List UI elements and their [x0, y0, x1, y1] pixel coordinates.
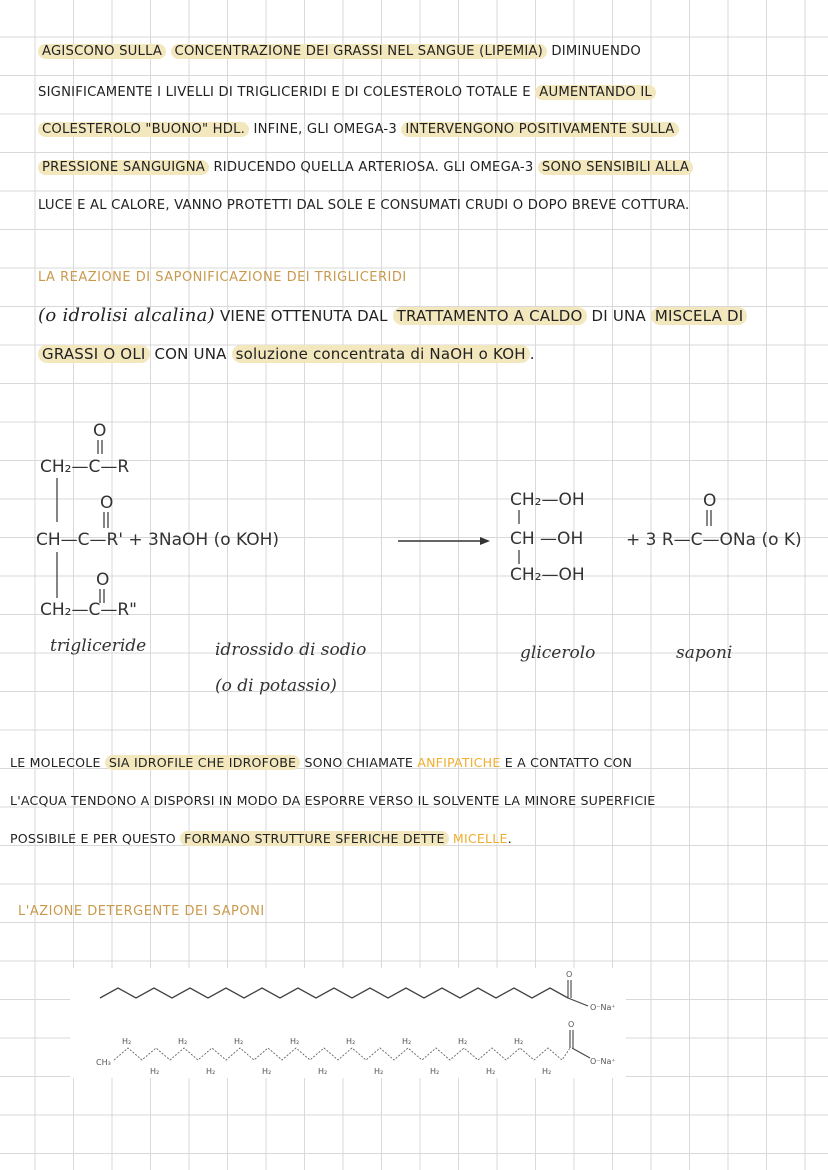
text: INFINE, GLI OMEGA-3 [253, 122, 397, 137]
detergent-title: L'AZIONE DETERGENTE DEI SAPONI [18, 904, 265, 919]
intro-line-1 [38, 42, 641, 62]
methylene-label: H₂ [206, 1067, 216, 1076]
methylene-label: H₂ [374, 1067, 384, 1076]
text: SIA IDROFILE CHE IDROFOBE [108, 755, 297, 770]
text: RIDUCENDO QUELLA ARTERIOSA. GLI OMEGA-3 [213, 160, 534, 175]
highlight [105, 755, 300, 770]
highlight: MISCELA DI [651, 307, 748, 325]
intro-line-2 [38, 83, 656, 103]
text: POSSIBILE E PER QUESTO [10, 831, 176, 846]
methylene-label: H₂ [122, 1037, 132, 1046]
methylene-label: H₂ [514, 1037, 524, 1046]
text: . [507, 831, 512, 846]
caption-glycerol: glicerolo [520, 643, 596, 663]
caption-hydroxide: idrossido di sodio [215, 640, 367, 660]
text: E A CONTATTO CON [504, 755, 633, 770]
saponification-reaction-scheme [0, 410, 828, 630]
soap-molecule-structures [70, 968, 626, 1078]
micelles-line-3 [10, 829, 512, 849]
intro-line-3 [38, 120, 679, 140]
carbonyl-oxygen: O [703, 491, 717, 511]
methylene-label: H₂ [150, 1067, 160, 1076]
highlight: COLESTEROLO "BUONO" HDL. [38, 122, 249, 137]
triglyceride-top: CH₂—C—R [40, 457, 130, 477]
highlight: INTERVENGONO POSITIVAMENTE SULLA [401, 122, 678, 137]
methylene-label: H₂ [178, 1037, 188, 1046]
methylene-label: H₂ [542, 1067, 552, 1076]
text: VANNO PROTETTI DAL SOLE E CONSUMATI CRUDI O DOPO BREVE COTTURA. [174, 198, 690, 213]
methylene-labels [122, 1037, 551, 1076]
highlight: GRASSI O OLI [38, 345, 150, 363]
reaction-arrow [480, 537, 490, 545]
oxygen-label: O [568, 1020, 575, 1029]
text: . [529, 345, 535, 363]
carbonyl-oxygen: O [100, 493, 114, 513]
methylene-label: H₂ [234, 1037, 244, 1046]
highlight: PRESSIONE SANGUIGNA [38, 160, 209, 175]
micelles-line-2: L'ACQUA TENDONO A DISPORSI IN MODO DA ESPORRE VERSO IL SOLVENTE LA MINORE SUPERFICIE [10, 793, 656, 808]
methylene-label: H₂ [346, 1037, 356, 1046]
text: (o idrolisi alcalina) [38, 305, 215, 326]
glycerol-bottom: CH₂—OH [510, 565, 585, 585]
condensed-chain [114, 1048, 570, 1060]
sodium-carboxylate-label: O⁻Na⁺ [590, 1057, 616, 1066]
text: DI UNA [591, 307, 646, 325]
skeletal-chain [100, 988, 568, 998]
saponification-line-1 [38, 306, 747, 326]
text: CON UNA [154, 345, 227, 363]
triglyceride-middle: CH—C—R' + 3NaOH (o KOH) [36, 530, 280, 550]
highlight: FORMANO STRUTTURE SFERICHE DETTE [180, 831, 449, 846]
text: SIGNIFICAMENTE I LIVELLI DI TRIGLICERIDI E DI COLESTEROLO TOTALE E [38, 85, 531, 100]
highlight: CONCENTRAZIONE DEI GRASSI NEL SANGUE (LIPEMIA) [171, 44, 547, 59]
caption-soaps: saponi [676, 643, 733, 663]
carbonyl-oxygen: O [96, 570, 110, 590]
oxygen-label: O [566, 970, 573, 979]
triglyceride-bottom: CH₂—C—R" [40, 600, 137, 620]
methylene-label: H₂ [458, 1037, 468, 1046]
glycerol-top: CH₂—OH [510, 490, 585, 510]
saponification-title: LA REAZIONE DI SAPONIFICAZIONE DEI TRIGLICERIDI [38, 270, 407, 285]
methylene-label: H₂ [430, 1067, 440, 1076]
carbonyl-oxygen: O [93, 421, 107, 441]
micelles-line-1 [10, 753, 632, 773]
intro-line-4 [38, 158, 693, 178]
methylene-label: H₂ [486, 1067, 496, 1076]
text: LE MOLECOLE [10, 755, 101, 770]
methylene-label: H₂ [290, 1037, 300, 1046]
methylene-label: H₂ [402, 1037, 412, 1046]
text: SONO CHIAMATE [304, 755, 414, 770]
text: VIENE OTTENUTA DAL [219, 307, 388, 325]
text: LUCE E AL CALORE, [38, 198, 170, 213]
saponification-line-2 [38, 344, 535, 364]
methylene-label: H₂ [262, 1067, 272, 1076]
highlight: soluzione concentrata di NaOH o KOH [232, 345, 530, 363]
caption-hydroxide-alt: (o di potassio) [215, 676, 337, 696]
methyl-label: CH₃ [96, 1058, 111, 1067]
intro-line-5 [38, 196, 689, 216]
glycerol-middle: CH —OH [510, 529, 584, 549]
highlight: AGISCONO SULLA [38, 44, 166, 59]
methylene-label: H₂ [318, 1067, 328, 1076]
soap-product: + 3 R—C—ONa (o K) [626, 530, 802, 550]
keyword-micelles: MICELLE [452, 831, 508, 846]
caption-triglyceride: trigliceride [50, 636, 147, 656]
sodium-carboxylate-label: O⁻Na⁺ [590, 1003, 616, 1012]
highlight: TRATTAMENTO A CALDO [393, 307, 587, 325]
text: DIMINUENDO [551, 44, 641, 59]
highlight: AUMENTANDO IL [535, 85, 656, 100]
highlight: SONO SENSIBILI ALLA [538, 160, 693, 175]
keyword-amphipathic: ANFIPATICHE [417, 755, 501, 770]
